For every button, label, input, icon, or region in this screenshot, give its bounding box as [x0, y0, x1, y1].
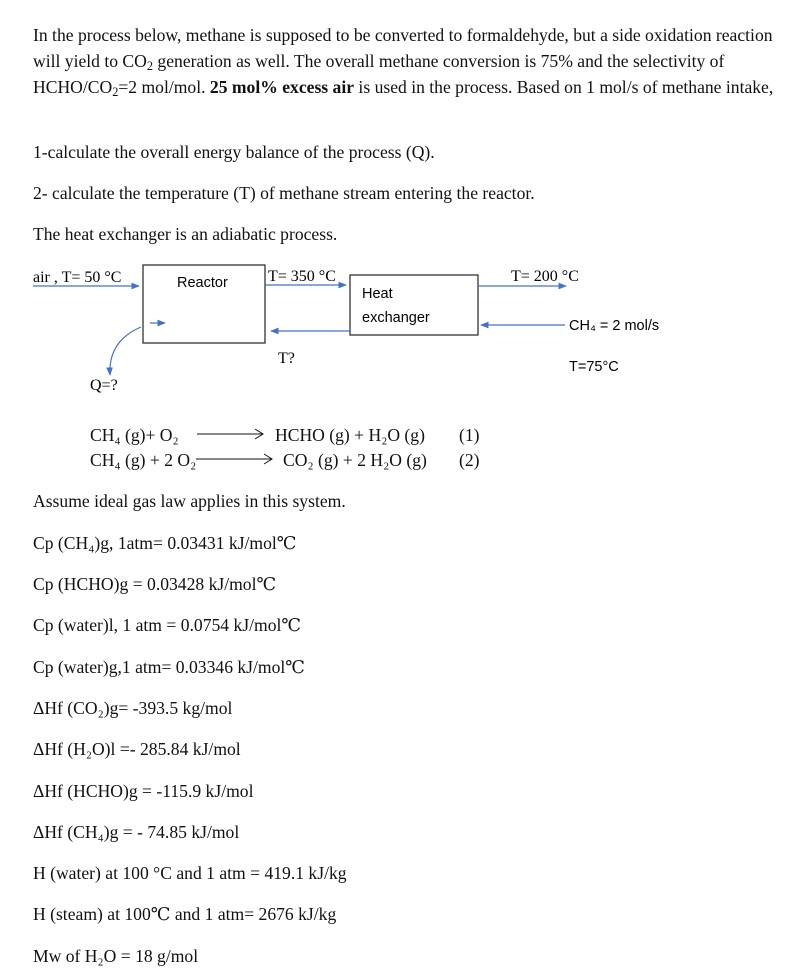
- heat-removal-arrow: [110, 327, 141, 375]
- methane-flow-label: CH₄ = 2 mol/s: [569, 318, 660, 334]
- co2-subscript: 2: [146, 59, 154, 74]
- methane-temp-label: T=75°C: [569, 359, 619, 375]
- cp-water-gas: Cp (water)g,1 atm= 0.03346 kJ/mol℃: [33, 657, 305, 677]
- unknown-temp-label: T?: [278, 350, 295, 367]
- heat-exchanger-label-line2: exchanger: [362, 310, 430, 326]
- reaction-1-products: HCHO (g) + H₂O (g): [275, 425, 425, 445]
- intro-part3: =2 mol/mol.: [118, 77, 210, 97]
- cp-methane: Cp (CH₄)g, 1atm= 0.03431 kJ/mol℃: [33, 533, 297, 553]
- reactor-outlet-temp: T= 350 °C: [268, 268, 336, 285]
- problem-statement: [33, 22, 778, 100]
- dhf-water: ΔHf (H₂O)l =- 285.84 kJ/mol: [33, 739, 241, 759]
- heat-exchanger-box: [350, 275, 478, 335]
- adiabatic-note: The heat exchanger is an adiabatic process.: [33, 224, 338, 244]
- enthalpy-steam: H (steam) at 100℃ and 1 atm= 2676 kJ/kg: [33, 904, 337, 924]
- question-1: 1-calculate the overall energy balance of the process (Q).: [33, 142, 435, 162]
- process-flow-diagram: [0, 255, 788, 405]
- molar-mass-water: Mw of H₂O = 18 g/mol: [33, 946, 199, 966]
- reaction-2-number: (2): [459, 450, 480, 470]
- heat-exchanger-label-line1: Heat: [362, 286, 393, 302]
- intro-part2: generation as well. The overall methane conversion is 75% and the selectivity of HCHO/CO: [33, 51, 725, 97]
- reaction-1-reactants: CH₄ (g)+ O₂: [90, 425, 179, 445]
- heat-duty-label: Q=?: [90, 377, 118, 394]
- product-temp-label: T= 200 °C: [511, 268, 579, 285]
- question-2: 2- calculate the temperature (T) of methane stream entering the reactor.: [33, 183, 535, 203]
- intro-part4: is used in the process. Based on 1 mol/s of methane intake,: [354, 77, 774, 97]
- reaction-1-number: (1): [459, 425, 480, 445]
- air-inlet-label: air , T= 50 °C: [33, 269, 122, 286]
- reactor-label: Reactor: [177, 275, 228, 291]
- reaction-2-products: CO₂ (g) + 2 H₂O (g): [283, 450, 427, 470]
- reaction-2-reactants: CH₄ (g) + 2 O₂: [90, 450, 197, 470]
- intro-part1: In the process below, methane is supposed to be converted to formaldehyde, but a side oxidation reaction will yield to CO: [33, 25, 773, 71]
- excess-air-emphasis: 25 mol% excess air: [209, 77, 355, 97]
- dhf-formaldehyde: ΔHf (HCHO)g = -115.9 kJ/mol: [33, 781, 254, 801]
- dhf-methane: ΔHf (CH₄)g = - 74.85 kJ/mol: [33, 822, 240, 842]
- co2-subscript-2: 2: [112, 85, 119, 100]
- ideal-gas-assumption: Assume ideal gas law applies in this system.: [33, 491, 346, 511]
- dhf-co2: ΔHf (CO₂)g= -393.5 kg/mol: [33, 698, 233, 718]
- enthalpy-water: H (water) at 100 °C and 1 atm = 419.1 kJ/kg: [33, 863, 347, 883]
- cp-water-liquid: Cp (water)l, 1 atm = 0.0754 kJ/mol℃: [33, 615, 302, 635]
- cp-formaldehyde: Cp (HCHO)g = 0.03428 kJ/mol℃: [33, 574, 277, 594]
